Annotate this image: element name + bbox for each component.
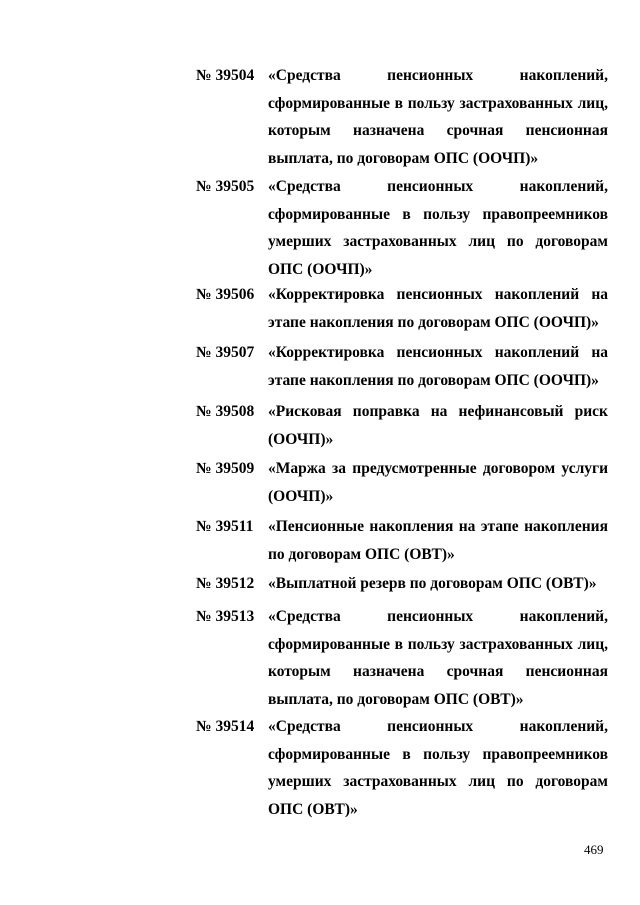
- account-number: № 39507: [196, 344, 255, 361]
- account-entry-39509: [196, 455, 608, 510]
- account-entry-39507: [196, 339, 608, 394]
- account-entry-39513: [196, 603, 608, 713]
- account-description: «Средства пенсионных накоплений, сформированные в пользу застрахованных лиц, которым назначена срочная пенсионная выплата, по договорам ОПС (ООЧП)»: [268, 67, 608, 167]
- account-entry-39508: [196, 398, 608, 453]
- account-number: № 39505: [196, 178, 255, 195]
- account-entry-39505: [196, 173, 608, 283]
- account-number: № 39514: [196, 718, 255, 735]
- account-entry-39504: [196, 62, 608, 172]
- account-number: № 39509: [196, 460, 255, 477]
- account-number: № 39506: [196, 286, 255, 303]
- account-number: № 39513: [196, 608, 255, 625]
- account-entry-39506: [196, 281, 608, 336]
- account-description: «Пенсионные накопления на этапе накопления по договорам ОПС (ОВТ)»: [268, 518, 608, 563]
- account-number: № 39508: [196, 403, 255, 420]
- account-number: № 39512: [196, 575, 255, 592]
- page-number: 469: [584, 842, 604, 857]
- account-description: «Выплатной резерв по договорам ОПС (ОВТ)»: [268, 575, 597, 592]
- account-entry-39514: [196, 713, 608, 823]
- account-description: «Средства пенсионных накоплений, сформированные в пользу застрахованных лиц, которым назначена срочная пенсионная выплата, по договорам ОПС (ОВТ)»: [268, 608, 608, 708]
- account-description: «Корректировка пенсионных накоплений на этапе накопления по договорам ОПС (ООЧП)»: [268, 286, 608, 331]
- account-entry-39511: [196, 513, 608, 568]
- account-description: «Средства пенсионных накоплений, сформированные в пользу правопреемников умерших застрахованных лиц по договорам ОПС (ООЧП)»: [268, 178, 608, 278]
- account-entry-39512: [196, 570, 608, 598]
- account-number: № 39504: [196, 67, 255, 84]
- account-description: «Рисковая поправка на нефинансовый риск (ООЧП)»: [268, 403, 608, 448]
- account-description: «Маржа за предусмотренные договором услуги (ООЧП)»: [268, 460, 608, 505]
- account-description: «Средства пенсионных накоплений, сформированные в пользу правопреемников умерших застрахованных лиц по договорам ОПС (ОВТ)»: [268, 718, 608, 818]
- account-number: № 39511: [196, 518, 254, 535]
- account-description: «Корректировка пенсионных накоплений на этапе накопления по договорам ОПС (ООЧП)»: [268, 344, 608, 389]
